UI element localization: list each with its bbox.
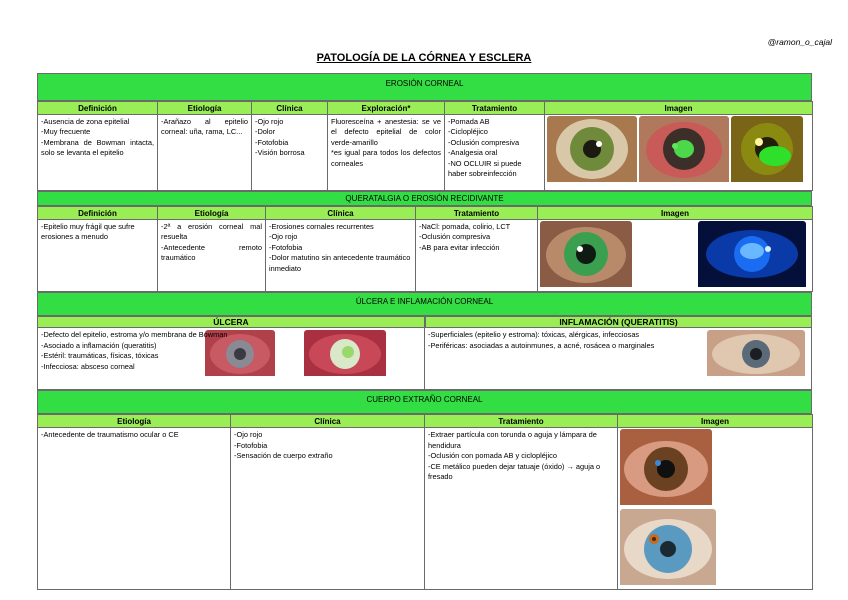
col-imagen: Imagen [538, 207, 813, 220]
inflamacion-column [425, 316, 812, 390]
ulcera-body [37, 328, 425, 390]
col-etiologia: Etiología [158, 102, 252, 115]
text-line: -Sensación de cuerpo extraño [234, 451, 333, 461]
page-title: PATOLOGÍA DE LA CÓRNEA Y ESCLERA [316, 52, 532, 64]
eye-photo-slit-lamp [731, 116, 803, 185]
eye-photo-foreign-body [620, 429, 712, 508]
text-line: -Dolor matutino sin antecedente traumático inmediato [269, 253, 411, 273]
text-line: -Defecto del epitelio, estroma y/o membrana de Bowman [41, 330, 228, 340]
text-line: -Membrana de Bowman intacta, solo se levanta el epitelio [41, 137, 154, 158]
erosion-images-cell [545, 115, 813, 191]
col-tratamiento: Tratamiento [416, 207, 538, 220]
text-line: -Ojo rojo [255, 117, 284, 126]
eye-photo-green-stain [540, 221, 632, 290]
col-etiologia: Etiología [158, 207, 266, 220]
text-line: -Epitelio muy frágil que sufre erosiones a menudo [41, 222, 135, 242]
cuerpo-table [37, 414, 813, 590]
text-line: -2ª a erosión corneal mal resuelta [161, 222, 262, 242]
inflamacion-body [425, 328, 812, 390]
section-band-erosion: EROSIÓN CORNEAL [37, 73, 812, 101]
cuerpo-images-cell [618, 428, 813, 590]
text-line: -Estéril: traumáticas, físicas, tóxicas [41, 351, 159, 361]
cuerpo-clinica-cell [231, 428, 425, 590]
text-line: -Infecciosa: absceso corneal [41, 361, 135, 371]
cuerpo-etiologia-cell [38, 428, 231, 590]
text-line: -Ojo rojo [269, 232, 298, 242]
col-etiologia: Etiología [38, 415, 231, 428]
text-line: -Ojo rojo [234, 430, 263, 440]
text-line: -Oclusión compresiva [419, 232, 491, 242]
text-line: -Ciclopléjico [448, 127, 488, 137]
erosion-clinica-cell [252, 115, 328, 191]
col-tratamiento: Tratamiento [425, 415, 618, 428]
erosion-definicion-cell [38, 115, 158, 191]
text-line: -Fotofobia [234, 440, 268, 450]
text-line: -Superficiales (epitelio y estroma): tóxicas, alérgicas, infecciosas [428, 330, 640, 340]
col-clinica: Clínica [252, 102, 328, 115]
col-tratamiento: Tratamiento [445, 102, 545, 115]
inflamacion-subheader: INFLAMACIÓN (QUERATITIS) [425, 316, 812, 328]
text-line: -Arañazo al epitelio corneal: uña, rama, LC... [161, 117, 248, 137]
queratalgia-images-cell [538, 220, 813, 292]
text-line: Fluoresceína + anestesia: se ve el defecto epitelial de color verde-amarillo [331, 117, 441, 147]
text-line: -Oclusión compresiva [448, 137, 520, 147]
col-imagen: Imagen [545, 102, 813, 115]
text-line: -Extraer partícula con torunda o aguja y lámpara de hendidura [428, 430, 597, 450]
queratalgia-clinica-cell [266, 220, 416, 292]
text-line: -NaCl: pomada, colirio, LCT [419, 222, 511, 231]
erosion-exploracion-cell [328, 115, 445, 191]
col-exploracion: Exploración* [328, 102, 445, 115]
col-definicion: Definición [38, 102, 158, 115]
text-line: -NO OCLUIR si puede haber sobreinfección [448, 158, 522, 179]
erosion-table [37, 101, 813, 191]
eye-photo-green-defect [639, 116, 729, 185]
queratalgia-etiologia-cell [158, 220, 266, 292]
eye-photo-keratitis [707, 330, 805, 379]
eye-photo-cobalt-blue [698, 221, 806, 290]
text-line: -Fotofobia [255, 137, 289, 147]
text-line: -Visión borrosa [255, 148, 305, 158]
queratalgia-table [37, 206, 813, 292]
cuerpo-tratamiento-cell [425, 428, 618, 590]
col-clinica: Clínica [231, 415, 425, 428]
text-line: -Erosiones cornales recurrentes [269, 222, 374, 231]
text-line: -AB para evitar infección [419, 242, 500, 252]
text-line: -Antecedente de traumatismo ocular o CE [41, 430, 179, 440]
text-line: -Ausencia de zona epitelial [41, 117, 130, 126]
text-line: -Fotofobia [269, 242, 303, 252]
erosion-tratamiento-cell [445, 115, 545, 191]
author-handle: @ramon_o_cajal [767, 37, 832, 47]
section-band-queratalgia: QUERATALGIA O EROSIÓN RECIDIVANTE [37, 191, 812, 206]
queratalgia-definicion-cell [38, 220, 158, 292]
text-line: -Muy frecuente [41, 127, 91, 137]
text-line: -Pomada AB [448, 117, 490, 126]
pathology-sheet [37, 73, 812, 590]
section-band-cuerpo: CUERPO EXTRAÑO CORNEAL [37, 390, 812, 414]
col-definicion: Definición [38, 207, 158, 220]
text-line: *es igual para todos los defectos corneales [331, 148, 441, 168]
ulcera-subheader: ÚLCERA [37, 316, 425, 328]
text-line: -Analgesia oral [448, 148, 498, 158]
text-line: -Asociado a inflamación (queratitis) [41, 340, 157, 350]
erosion-etiologia-cell [158, 115, 252, 191]
col-imagen: Imagen [618, 415, 813, 428]
text-line: -Antecedente remoto traumático [161, 242, 262, 263]
queratalgia-tratamiento-cell [416, 220, 538, 292]
text-line: -Periféricas: asociadas a autoinmunes, a acné, rosácea o marginales [428, 340, 655, 350]
text-line: -Oclusión con pomada AB y ciclopléjico [428, 451, 557, 461]
eye-photo-fluorescein [547, 116, 637, 185]
text-line: -CE metálico pueden dejar tatuaje (óxido) → aguja o fresado [428, 461, 601, 482]
ulcera-text [41, 330, 421, 372]
eye-photo-rust-ring [620, 509, 716, 588]
ulcera-column [37, 316, 425, 390]
section-band-ulcera: ÚLCERA E INFLAMACIÓN CORNEAL [37, 292, 812, 316]
text-line: -Dolor [255, 127, 276, 137]
ulcera-columns [37, 316, 812, 390]
col-clinica: Clínica [266, 207, 416, 220]
